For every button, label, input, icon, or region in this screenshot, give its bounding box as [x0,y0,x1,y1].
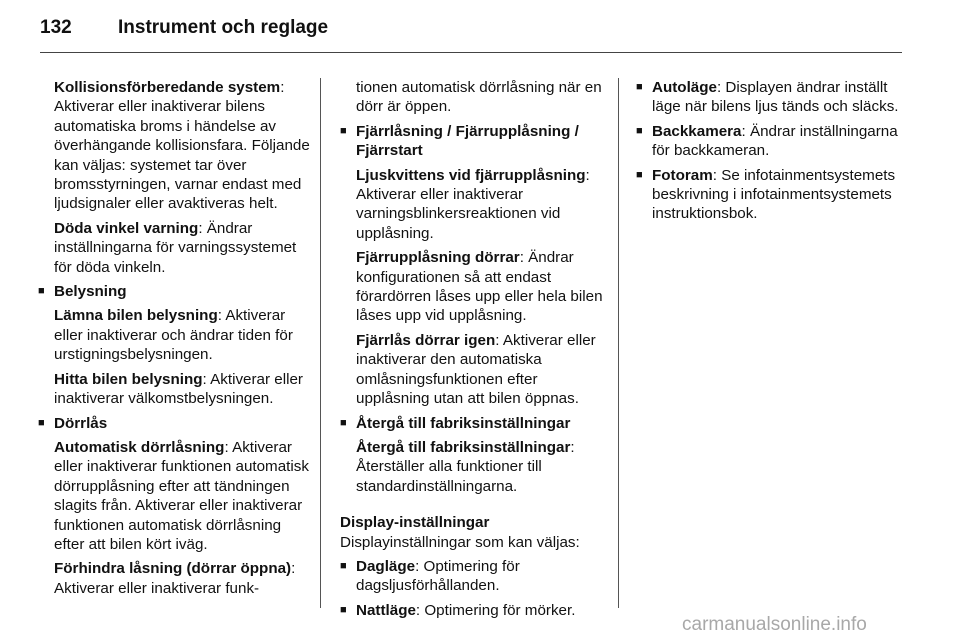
header-rule [40,52,902,53]
description: : Aktiverar eller inaktiverar varningsblinkersreaktionen vid upplåsning. [356,166,590,242]
page-number: 132 [40,17,72,38]
term: Dagläge [356,557,416,575]
list-item [340,601,612,620]
description: : Aktiverar eller inaktiverar välkomstbelysningen. [54,370,303,408]
term: Döda vinkel varning [54,219,199,237]
watermark: carmanualsonline.info [682,614,867,635]
page-title: Instrument och reglage [118,17,329,38]
description: : Aktiverar eller inaktiverar funktionen automatisk dörrupplåsning efter att tändningen slagits från. Aktiverar eller inaktiverar funktionen automatisk dörrlåsning efter att bilen kört iväg. [54,438,309,553]
description: : Ändrar konfigurationen så att endast förardörren låses upp eller hela bilen låses upp vid upplåsning. [356,249,603,325]
term: Lämna bilen belysning [54,307,218,325]
term: Fjärrupplåsning dörrar [356,249,520,267]
paragraph [38,370,310,409]
paragraph [38,438,310,554]
list-item [340,557,612,596]
term: Hitta bilen belysning [54,370,203,388]
term: Autoläge [652,79,717,96]
term: Backkamera [652,122,742,140]
description: : Ändrar inställningarna för varningssystemet för döda vinkeln. [54,219,297,276]
term: Fjärrlås dörrar igen [356,331,496,349]
list-item [636,166,904,224]
term: Nattläge [356,601,416,619]
paragraph [38,219,310,277]
column-2 [340,78,612,625]
column-divider [320,78,321,608]
description: : Optimering för mörker. [415,601,576,619]
page-header [40,13,902,53]
paragraph: tionen automatisk dörrlåsning när en dörr är öppen. [356,79,602,116]
term: Fotoram [652,166,713,184]
description: : Aktiverar eller inaktiverar och ändrar tiden för urstigningsbelysningen. [54,307,293,364]
list-item [636,122,904,161]
description: : Optimering för dagsljusförhållanden. [356,557,520,595]
paragraph [340,248,612,326]
description: : Se infotainmentsystemets beskrivning i infotainmentsystemets instruktionsbok. [652,166,896,223]
paragraph [340,331,612,409]
description: : Återställer alla funktioner till standardinställningarna. [356,438,575,495]
term: Förhindra låsning (dörrar öppna) [54,560,292,578]
paragraph [340,438,612,496]
paragraph [340,166,612,244]
section-title: Display-inställningar [340,514,490,532]
description: : Displayen ändrar inställt läge när bilens ljus tänds och släcks. [652,79,899,116]
paragraph [38,306,310,364]
bullet-heading: ■ Dörrlås [38,414,310,433]
list-item [636,78,904,117]
term: Återgå till fabriksinställningar [356,438,571,456]
section-intro: Displayinställningar som kan väljas: [340,533,580,551]
term: Ljuskvittens vid fjärrupplåsning [356,166,586,184]
description: : Aktiverar eller inaktiverar bilens automatiska broms i händelse av överhängande kollisionsfara. Följande kan väljas: systemet tar över bromsstyrningen, varnar endast med ljudsignaler eller avaktiveras helt. [54,79,310,213]
paragraph [38,78,310,214]
column-1 [38,78,310,603]
term: Kollisionsförberedande system [54,79,281,96]
paragraph [38,559,310,598]
column-divider [618,78,619,608]
bullet-heading: ■ Belysning [38,282,310,301]
bullet-heading: ■ Återgå till fabriksinställningar [340,414,612,433]
column-3 [636,78,904,229]
description: : Aktiverar eller inaktiverar den automatiska omlåsningsfunktionen efter upplåsning utan att bilen öppnas. [356,331,596,408]
bullet-heading: ■ Fjärrlåsning / Fjärrupplåsning / Fjärrstart [340,122,612,161]
description: : Aktiverar eller inaktiverar funk- [54,560,296,597]
description: : Ändrar inställningarna för backkameran. [652,122,898,160]
term: Automatisk dörrlåsning [54,438,225,456]
